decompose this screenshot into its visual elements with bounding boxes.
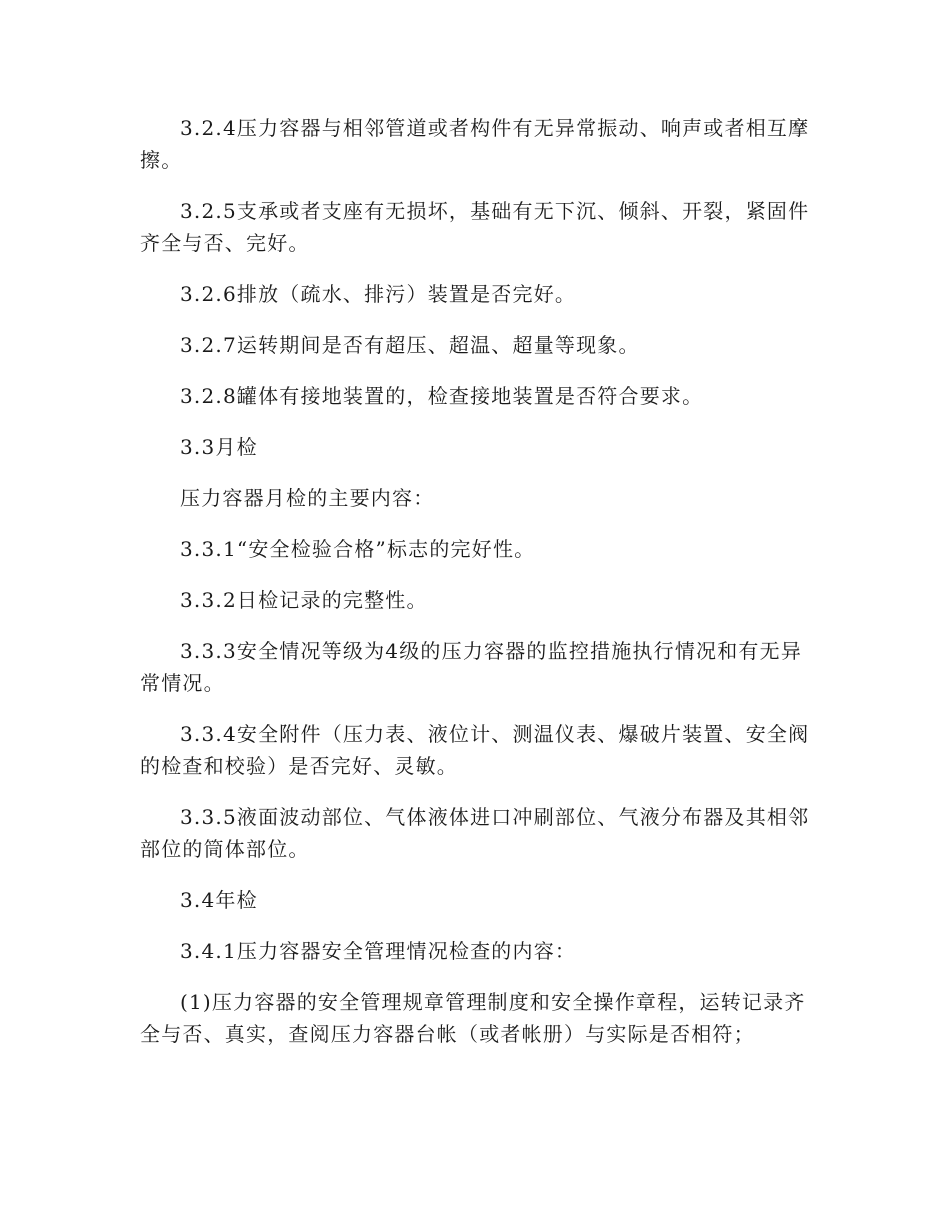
paragraph-3-4-1: 3.4.1压力容器安全管理情况检查的内容： bbox=[180, 939, 577, 963]
section-heading-3-3: 3.3月检 bbox=[180, 435, 258, 459]
paragraph-3-2-8: 3.2.8罐体有接地装置的，检查接地装置是否符合要求。 bbox=[180, 384, 704, 408]
paragraph-monthly-intro: 压力容器月检的主要内容： bbox=[180, 486, 435, 510]
paragraph-3-3-4: 3.3.4安全附件（压力表、液位计、测温仪表、爆破片装置、安全阀的检查和校验）是否完好、灵敏。 bbox=[140, 722, 810, 778]
paragraph-3-2-5: 3.2.5支承或者支座有无损坏，基础有无下沉、倾斜、开裂，紧固件齐全与否、完好。 bbox=[140, 199, 810, 255]
paragraph-3-4-1-item-1: (1)压力容器的安全管理规章管理制度和安全操作章程，运转记录齐全与否、真实，查阅压力容器台帐（或者帐册）与实际是否相符； bbox=[140, 990, 806, 1046]
paragraph-3-2-6: 3.2.6排放（疏水、排污）装置是否完好。 bbox=[180, 282, 577, 306]
document-body bbox=[140, 112, 810, 1069]
paragraph-3-3-1: 3.3.1“安全检验合格”标志的完好性。 bbox=[180, 537, 536, 561]
paragraph-3-3-5: 3.3.5液面波动部位、气体液体进口冲刷部位、气液分布器及其相邻部位的筒体部位。 bbox=[140, 805, 810, 861]
section-heading-3-4: 3.4年检 bbox=[180, 888, 258, 912]
paragraph-3-2-4: 3.2.4压力容器与相邻管道或者构件有无异常振动、响声或者相互摩擦。 bbox=[140, 116, 810, 172]
paragraph-3-3-3: 3.3.3安全情况等级为4级的压力容器的监控措施执行情况和有无异常情况。 bbox=[140, 639, 803, 695]
paragraph-3-2-7: 3.2.7运转期间是否有超压、超温、超量等现象。 bbox=[180, 333, 640, 357]
paragraph-3-3-2: 3.3.2日检记录的完整性。 bbox=[180, 588, 428, 612]
